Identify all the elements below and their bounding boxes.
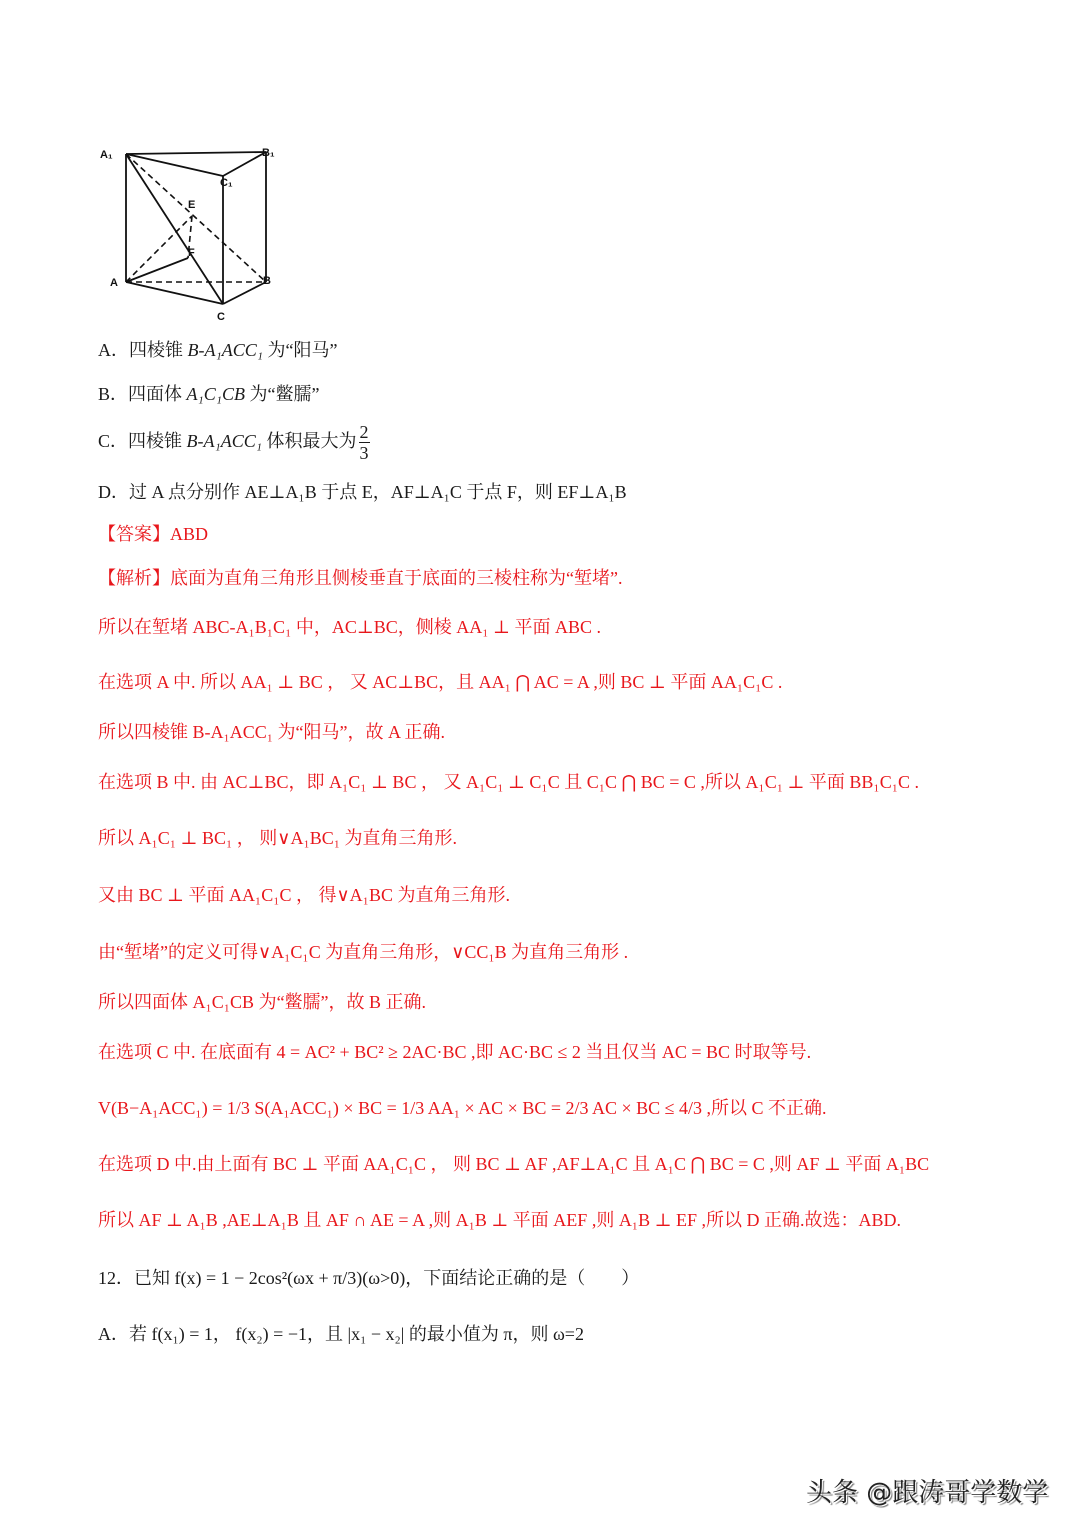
watermark: 头条 @跟涛哥学数学	[806, 1478, 1049, 1508]
analysis-line-4: 在选项 B 中. 由 AC⊥BC，即 A₁C₁ ⊥ BC ， 又 A₁C₁ ⊥ C₁C 且 C₁C ⋂ BC = C ,所以 A₁C₁ ⊥ 平面 BB₁C₁C .	[98, 772, 919, 792]
label-b1: B₁	[262, 147, 275, 159]
analysis-line-10: V(B−A₁ACC₁) = 1/3 S(A₁ACC₁) × BC = 1/3 AA₁ × AC × BC = 2/3 AC × BC ≤ 4/3 ,所以 C 不正确.	[98, 1098, 827, 1118]
analysis-line-7: 由“堑堵”的定义可得∨A₁C₁C 为直角三角形，∨CC₁B 为直角三角形 .	[98, 942, 629, 962]
analysis-line-8: 所以四面体 A₁C₁CB 为“鳖臑”，故 B 正确.	[98, 992, 427, 1012]
fraction	[359, 422, 370, 463]
analysis-line-5: 所以 A₁C₁ ⊥ BC₁ ， 则∨A₁BC₁ 为直角三角形.	[98, 828, 458, 848]
option-math: A₁C₁CB	[186, 384, 246, 404]
answer-line	[98, 522, 208, 546]
option-letter: A．	[98, 340, 129, 360]
analysis-text: 底面为直角三角形且侧棱垂直于底面的三棱柱称为“堑堵”.	[170, 568, 623, 588]
option-text: 过 A 点分别作 AE⊥A₁B 于点 E，AF⊥A₁C 于点 F，则 EF⊥A₁B	[129, 482, 627, 502]
label-b: B	[263, 275, 271, 287]
option-text: 为“阳马”	[263, 340, 338, 360]
question-12-stem: 12．已知 f(x) = 1 − 2cos²(ωx + π/3)(ω>0)，下面结论正确的是（ ）	[98, 1268, 640, 1288]
option-letter: D．	[98, 482, 129, 502]
analysis-line-12: 所以 AF ⊥ A₁B ,AE⊥A₁B 且 AF ∩ AE = A ,则 A₁B ⊥ 平面 AEF ,则 A₁B ⊥ EF ,所以 D 正确.故选：ABD.	[98, 1210, 902, 1230]
option-text: 四面体	[128, 384, 187, 404]
option-letter: B．	[98, 384, 129, 404]
option-text: 四棱锥	[129, 340, 188, 360]
numerator: 2	[359, 422, 369, 443]
prism-figure	[96, 136, 286, 326]
option-text: 体积最大为	[262, 431, 357, 451]
analysis-line-0	[98, 566, 622, 590]
option-a	[98, 338, 338, 362]
analysis-line-1: 所以在堑堵 ABC-A₁B₁C₁ 中，AC⊥BC，侧棱 AA₁ ⊥ 平面 ABC .	[98, 617, 601, 637]
analysis-line-11: 在选项 D 中.由上面有 BC ⊥ 平面 AA₁C₁C ， 则 BC ⊥ AF ,AF⊥A₁C 且 A₁C ⋂ BC = C ,则 AF ⊥ 平面 A₁BC	[98, 1154, 930, 1174]
label-c1: C₁	[220, 177, 233, 189]
analysis-line-6: 又由 BC ⊥ 平面 AA₁C₁C ， 得∨A₁BC 为直角三角形.	[98, 885, 510, 905]
label-c: C	[217, 311, 225, 323]
option-text: 四棱锥	[128, 431, 187, 451]
analysis-label: 【解析】	[98, 568, 170, 588]
option-d	[98, 480, 627, 504]
analysis-line-3: 所以四棱锥 B-A₁ACC₁ 为“阳马”，故 A 正确.	[98, 722, 446, 742]
option-c	[98, 418, 372, 464]
option-text: 为“鳖臑”	[245, 384, 320, 404]
option-letter: C．	[98, 431, 129, 451]
option-b	[98, 382, 320, 406]
option-math: B-A₁ACC₁	[186, 431, 263, 451]
label-a: A	[110, 277, 118, 289]
question-12-option-a: A．若 f(x₁) = 1， f(x₂) = −1，且 |x₁ − x₂| 的最小值为 π，则 ω=2	[98, 1324, 584, 1344]
label-e: E	[188, 199, 196, 211]
denominator: 3	[359, 443, 369, 464]
analysis-line-2: 在选项 A 中. 所以 AA₁ ⊥ BC ， 又 AC⊥BC，且 AA₁ ⋂ AC = A ,则 BC ⊥ 平面 AA₁C₁C .	[98, 672, 783, 692]
label-a1: A₁	[100, 149, 113, 161]
label-f: F	[188, 247, 195, 259]
answer-label: 【答案】	[98, 524, 170, 544]
prism-diagram-icon	[96, 136, 286, 326]
answer-value: ABD	[170, 524, 209, 544]
analysis-line-9: 在选项 C 中. 在底面有 4 = AC² + BC² ≥ 2AC·BC ,即 AC·BC ≤ 2 当且仅当 AC = BC 时取等号.	[98, 1042, 812, 1062]
option-math: B-A₁ACC₁	[187, 340, 264, 360]
